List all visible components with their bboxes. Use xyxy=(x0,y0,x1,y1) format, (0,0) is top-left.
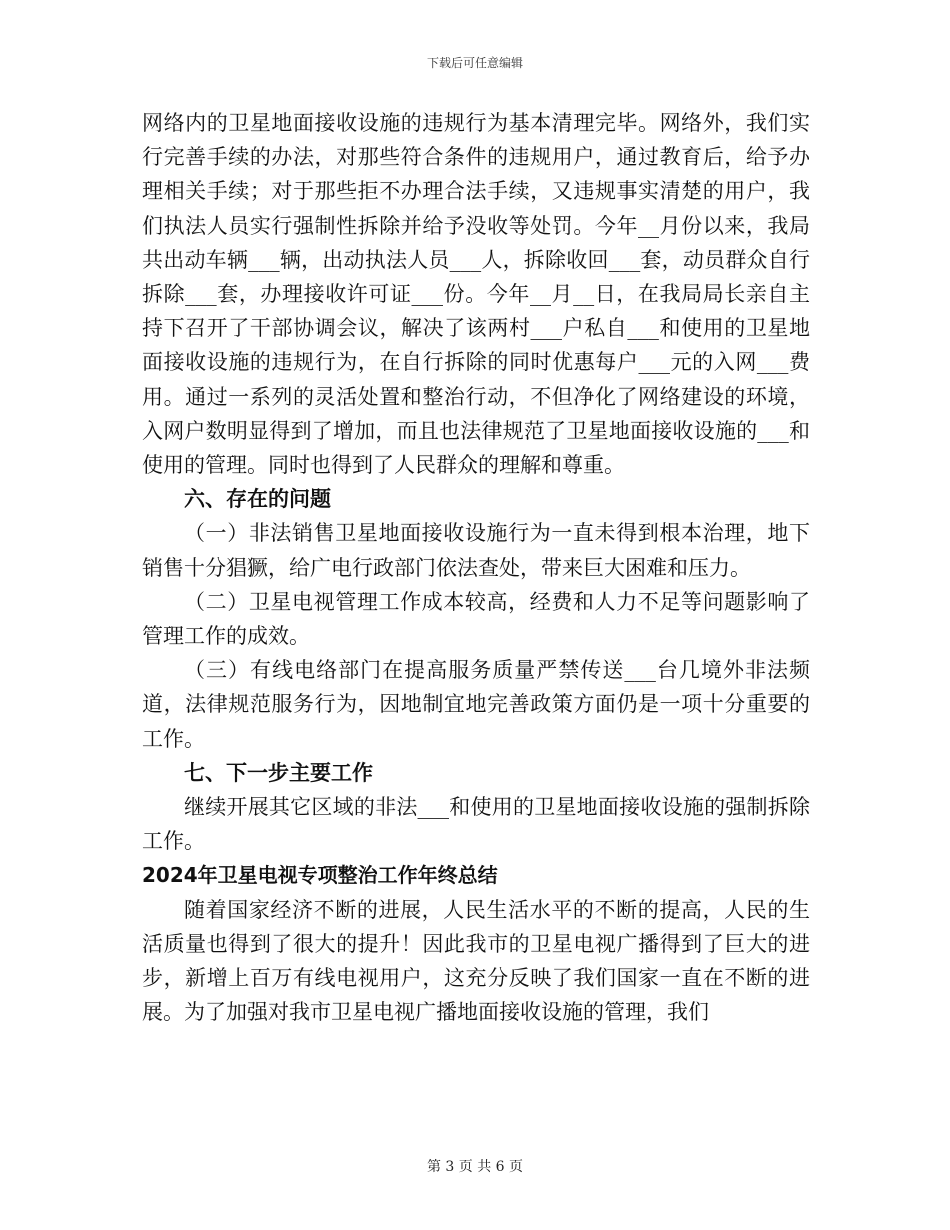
document-body xyxy=(142,106,810,1029)
intro-paragraph: 随着国家经济不断的进展，人民生活水平的不断的提高，人民的生活质量也得到了很大的提升！因此我市的卫星电视广播得到了巨大的进步，新增上百万有线电视用户，这充分反映了我们国家一直在不断的进展。为了加强对我市卫星电视广播地面接收设施的管理，我们 xyxy=(142,897,810,1025)
page-number: 第 3 页 共 6 页 xyxy=(426,1159,524,1175)
section-heading-next-work: 七、下一步主要工作 xyxy=(184,760,373,785)
problem-item-3: （三）有线电络部门在提高服务质量严禁传送___台几境外非法频道，法律规范服务行为，因地制宜地完善政策方面仍是一项十分重要的工作。 xyxy=(142,658,810,751)
paragraph-continued: 网络内的卫星地面接收设施的违规行为基本清理完毕。网络外，我们实行完善手续的办法，对那些符合条件的违规用户，通过教育后，给予办理相关手续；对于那些拒不办理合法手续，又违规事实清楚的用户，我们执法人员实行强制性拆除并给予没收等处罚。今年__月份以来，我局共出动车辆___辆，出动执法人员___人，拆除收回___套，动员群众自行拆除___套，办理接收许可证___份。今年__月__日，在我局局长亲自主持下召开了干部协调会议，解决了该两村___户私自___和使用的卫星地面接收设施的违规行为，在自行拆除的同时优惠每户___元的入网___费用。通过一系列的灵活处置和整治行动，不但净化了网络建设的环境，入网户数明显得到了增加，而且也法律规范了卫星地面接收设施的___和使用的管理。同时也得到了人民群众的理解和尊重。 xyxy=(142,111,810,478)
problem-item-1: （一）非法销售卫星地面接收设施行为一直未得到根本治理，地下销售十分猖獗，给广电行政部门依法查处，带来巨大困难和压力。 xyxy=(142,521,810,580)
section-heading-problems: 六、存在的问题 xyxy=(184,487,331,512)
document-title: 2024年卫星电视专项整治工作年终总结 xyxy=(142,863,498,888)
problem-item-2: （二）卫星电视管理工作成本较高，经费和人力不足等问题影响了管理工作的成效。 xyxy=(142,589,810,649)
page-header-note: 下载后可任意编辑 xyxy=(426,56,523,70)
next-work-paragraph: 继续开展其它区域的非法___和使用的卫星地面接收设施的强制拆除工作。 xyxy=(142,795,810,854)
